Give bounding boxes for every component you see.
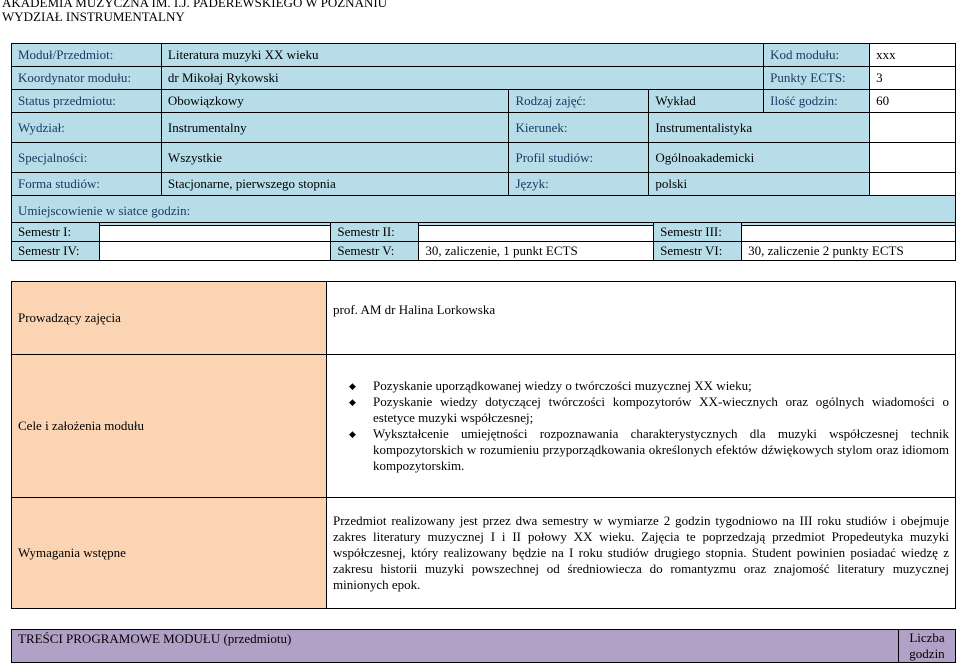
semestr-6-label: Semestr VI: [654, 242, 742, 261]
tresci-table [11, 629, 956, 663]
table-row [12, 44, 956, 67]
table-row [12, 282, 956, 355]
table-row [12, 173, 956, 196]
semestr-4-value [99, 242, 330, 261]
list-item: ◆ Pozyskanie wiedzy dotyczącej twórczości kompozytorów XX-wiecznych oraz ogólnych wiadomości o estetyce muzyki współczesnej; [373, 394, 949, 426]
forma-value: Stacjonarne, pierwszego stopnia [161, 173, 509, 196]
module-details-table [11, 281, 956, 609]
jezyk-value: polski [649, 173, 870, 196]
semestr-6-value: 30, zaliczenie 2 punkty ECTS [742, 242, 956, 261]
table-row [12, 630, 956, 663]
cele-list [333, 378, 949, 474]
profil-label: Profil studiów: [509, 143, 649, 173]
semestr-2-label: Semestr II: [331, 223, 419, 242]
kod-value: xxx [870, 44, 956, 67]
empty-cell [870, 143, 956, 173]
specjalnosci-value: Wszystkie [161, 143, 509, 173]
prowadzacy-label: Prowadzący zajęcia [12, 282, 327, 355]
jezyk-label: Język: [509, 173, 649, 196]
list-item: ◆ Wykształcenie umiejętności rozpoznawania charakterystycznych dla muzyki współczesnej technik kompozytorskich w rozumieniu przyporządkowania określonych efektów dźwiękowych stylom oraz idiomom kompozytorskim. [373, 426, 949, 474]
semestr-1-label: Semestr I: [12, 223, 100, 242]
kierunek-label: Kierunek: [509, 113, 649, 143]
ilosc-label: Ilość godzin: [764, 90, 870, 113]
rodzaj-value: Wykład [649, 90, 764, 113]
ects-label: Punkty ECTS: [764, 67, 870, 90]
wydzial-label: Wydział: [12, 113, 162, 143]
specjalnosci-label: Specjalności: [12, 143, 162, 173]
modul-label: Moduł/Przedmiot: [12, 44, 162, 67]
empty-cell [870, 113, 956, 143]
semestr-4-label: Semestr IV: [12, 242, 100, 261]
table-row [12, 113, 956, 143]
document-header [2, 0, 387, 24]
empty-cell [870, 173, 956, 196]
semesters-table [11, 222, 956, 261]
wydzial-value: Instrumentalny [161, 113, 509, 143]
ects-value: 3 [870, 67, 956, 90]
semestr-3-value [742, 223, 956, 242]
wymagania-value: Przedmiot realizowany jest przez dwa semestry w wymiarze 2 godzin tygodniowo na III roku studiów i obejmuje zakres literatury muzycznej I i II połowy XX wieku. Zajęcia te poprzedzają przedmiot Propedeutyka muzyki współczesnej, który realizowany będzie na I roku studiów drugiego stopnia. Student powinien posiadać wiedzę z zakresu historii muzyki powszechnej od średniowiecza do romantyzmu oraz znajomość literatury muzycznej minionych epok. [327, 498, 956, 609]
wymagania-label: Wymagania wstępne [12, 498, 327, 609]
rodzaj-label: Rodzaj zajęć: [509, 90, 649, 113]
godzin-label: godzin [909, 646, 945, 661]
umiejscowienie-label: Umiejscowienie w siatce godzin: [12, 196, 956, 226]
liczba-godzin-header [899, 630, 956, 663]
semestr-2-value [419, 223, 654, 242]
table-row [12, 143, 956, 173]
koordynator-label: Koordynator modułu: [12, 67, 162, 90]
table-row [12, 242, 956, 261]
ilosc-value: 60 [870, 90, 956, 113]
table-row [12, 67, 956, 90]
semestr-5-label: Semestr V: [331, 242, 419, 261]
module-info-table [11, 43, 956, 226]
cele-label: Cele i założenia modułu [12, 355, 327, 498]
faculty-name: WYDZIAŁ INSTRUMENTALNY [2, 9, 185, 24]
kod-label: Kod modułu: [764, 44, 870, 67]
modul-value: Literatura muzyki XX wieku [161, 44, 763, 67]
table-row [12, 223, 956, 242]
list-item: ◆ Pozyskanie uporządkowanej wiedzy o twórczości muzycznej XX wieku; [373, 378, 949, 394]
table-row [12, 355, 956, 498]
table-row [12, 196, 956, 226]
status-value: Obowiązkowy [161, 90, 509, 113]
tresci-title: TREŚCI PROGRAMOWE MODUŁU (przedmiotu) [12, 630, 899, 663]
koordynator-value: dr Mikołaj Rykowski [161, 67, 763, 90]
semestr-5-value: 30, zaliczenie, 1 punkt ECTS [419, 242, 654, 261]
cele-content [327, 355, 956, 498]
table-row [12, 90, 956, 113]
academy-name: AKADEMIA MUZYCZNA IM. I.J. PADEREWSKIEGO W POZNANIU [2, 0, 388, 10]
profil-value: Ogólnoakademicki [649, 143, 870, 173]
status-label: Status przedmiotu: [12, 90, 162, 113]
table-row [12, 498, 956, 609]
liczba-label: Liczba [909, 630, 945, 645]
prowadzacy-value: prof. AM dr Halina Lorkowska [327, 282, 956, 355]
kierunek-value: Instrumentalistyka [649, 113, 870, 143]
semestr-3-label: Semestr III: [654, 223, 742, 242]
semestr-1-value [99, 223, 330, 242]
forma-label: Forma studiów: [12, 173, 162, 196]
